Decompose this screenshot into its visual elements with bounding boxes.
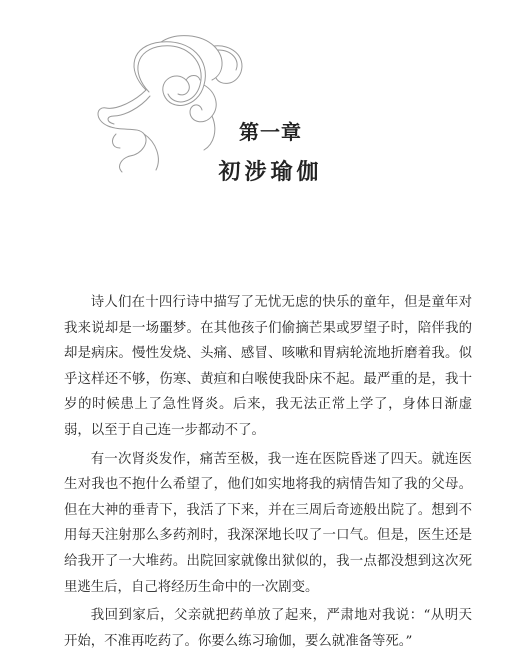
paragraph: 诗人们在十四行诗中描写了无忧无虑的快乐的童年，但是童年对我来说却是一场噩梦。在其他孩子们偷摘芒果或罗望子时，陪伴我的却是病床。慢性发烧、头痛、感冒、咳嗽和胃病轮流地折磨着我。似乎这样还不够，伤寒、黄疸和白喉使我卧床不起。最严重的是，我十岁的时候患上了急性肾炎。后来，我无法正常上学了，身体日渐虚弱，以至于自己连一步都动不了。	[64, 295, 472, 438]
paragraph: 有一次肾炎发作，痛苦至极，我一连在医院昏迷了四天。就连医生对我也不抱什么希望了，他们如实地将我的病情告知了我的父母。但在大神的垂青下，我活了下来，并在三周后奇迹般出院了。想到不用每天注射那么多药剂时，我深深地长叹了一口气。但是，医生还是给我开了一大堆药。出院回家就像出狱似的，我一点都没想到这次死里逃生后，自己将经历生命中的一次剧变。	[64, 451, 472, 595]
chapter-title: 初涉瑜伽	[218, 159, 323, 185]
chapter-number: 第一章	[239, 120, 302, 144]
paragraph: 我回到家后，父亲就把药单放了起来，严肃地对我说：“从明天开始，不准再吃药了。你要么练习瑜伽，要么就准备等死。”	[64, 608, 472, 649]
body-text	[64, 290, 472, 657]
